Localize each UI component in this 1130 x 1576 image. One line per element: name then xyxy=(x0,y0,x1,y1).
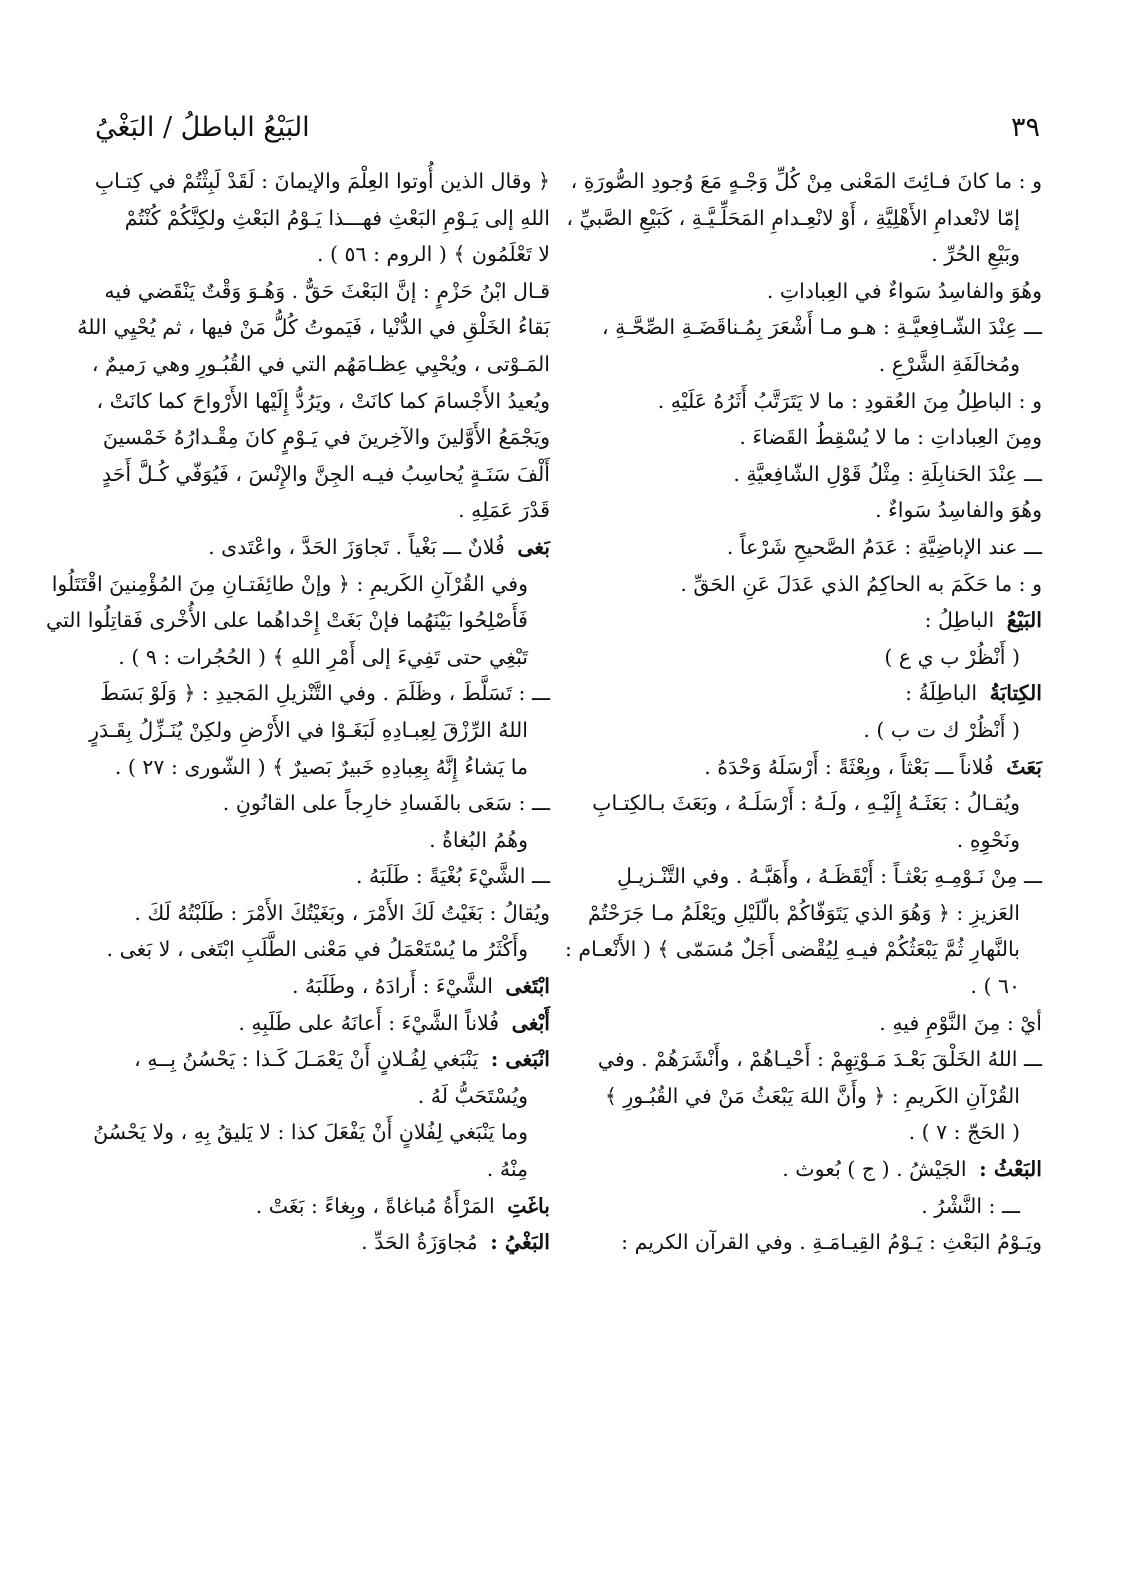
line-text: ـــ عند الإباضِيَّةِ : عَدَمُ الصَّحيحِ شَرْعاً . xyxy=(726,534,1042,559)
text-line xyxy=(45,602,550,639)
headword: الكِتابَةُ xyxy=(989,681,1042,706)
text-line xyxy=(592,492,1042,529)
line-text: القُرْآنِ الكَريمِ : ﴿ وأَنَّ اللهَ يَبْعَثُ مَنْ في القُبُـورِ ﴾ xyxy=(604,1083,1020,1108)
line-text: ما يَشاءُ إِنَّهُ بِعِبادِهِ خَبيرٌ بَصيرٌ ﴾ ( الشّورى : ٢٧ ) . xyxy=(114,754,528,779)
line-text: مُجاوَزَةُ الحَدِّ . xyxy=(361,1230,478,1255)
text-line xyxy=(95,785,550,822)
text-line xyxy=(95,675,550,712)
entry-headword-line xyxy=(95,968,550,1005)
text-line xyxy=(592,529,1042,566)
line-text: و : الباطِلُ مِنَ العُقودِ : ما لا يَتَرَتَّبُ أَثَرُهُ عَلَيْهِ . xyxy=(657,388,1042,413)
text-line xyxy=(592,785,1042,822)
line-text: قَدْرَ عَمَلِهِ . xyxy=(458,498,550,523)
line-text: ويُعيدُ الأَجْسامَ كما كانَتْ ، ويَرُدُّ إِلَيْها الأَرْواحَ كما كانَتْ ، xyxy=(96,388,550,413)
headword: باغَتِ xyxy=(507,1193,550,1218)
text-line xyxy=(592,1114,1042,1151)
line-text: ومِنَ العِباداتِ : ما لا يُسْقِطُ القَضاءَ . xyxy=(739,425,1042,450)
line-text: وهُوَ والفاسِدُ سَواءٌ . xyxy=(875,498,1042,523)
entry-headword-line xyxy=(95,1188,550,1225)
line-text: إمّا لانْعدامِ الأَهْلِيَّةِ ، أَوْ لانْعِـدامِ المَحَلِّـيَّـةِ ، كَبَيْعِ الصَّبيِّ ، xyxy=(566,205,1020,230)
line-text: ونَحْوِهِ . xyxy=(956,827,1020,852)
page-header xyxy=(95,112,1040,162)
headword: بَغى xyxy=(517,534,550,559)
text-line xyxy=(592,1041,1042,1078)
line-text: ويُقالُ : بَغَيْتُ لَكَ الأَمْرَ ، وبَغَيْتُكَ الأَمْرَ : طَلَبْتُهُ لَكَ . xyxy=(134,900,550,925)
text-line xyxy=(566,200,1042,237)
headword: انْبَغى : xyxy=(490,1047,550,1072)
entry-headword-line xyxy=(592,1151,1042,1188)
entry-headword-line xyxy=(95,1224,550,1261)
page-number: ٣٩ xyxy=(1010,112,1040,143)
text-line xyxy=(592,968,1042,1005)
text-line xyxy=(95,1151,550,1188)
text-line xyxy=(570,163,1042,200)
line-text: مِنْهُ . xyxy=(486,1157,528,1182)
line-text: وما يَنْبَغي لِفُلانٍ أَنْ يَفْعَلَ كذا : لا يَليقُ بِهِ ، ولا يَحْسُنُ xyxy=(93,1120,528,1145)
line-text: ( أَنْظُرْ ب ي ع ) xyxy=(884,644,1020,669)
text-line xyxy=(592,858,1042,895)
line-text: قـال ابْنُ حَزْمٍ : إنَّ البَعْثَ حَقٌّ . وَهُـوَ وَقْتٌ يَنْقَضي فيه xyxy=(104,278,550,303)
line-text: ﴿ وقال الذين أُوتوا العِلْمَ والإيمانَ : لَقَدْ لَبِثْتُمْ في كِتـابِ xyxy=(94,169,550,193)
text-line xyxy=(91,346,550,383)
entry-headword-line xyxy=(95,1005,550,1042)
line-text: ـــ : سَعَى بالفَسادِ خارِجاً على القانُونِ . xyxy=(222,791,550,816)
line-text: فَأَصْلِحُوا بَيْنَهُما فإنْ بَغَتْ إِحْداهُما على الأُخْرى فَقاتِلُوا التي xyxy=(45,608,528,633)
text-line xyxy=(95,163,550,200)
text-line xyxy=(592,822,1042,859)
line-text: و : ما كانَ فـائِتَ المَعْنى مِنْ كُلِّ وَجْـهٍ مَعَ وُجودِ الصُّورَةِ ، xyxy=(570,169,1042,193)
text-line xyxy=(95,822,550,859)
line-text: وبَيْعِ الحُرِّ . xyxy=(931,242,1020,267)
text-line xyxy=(95,895,550,932)
line-text: ومُخالَفَةِ الشَّرْعِ . xyxy=(878,351,1020,376)
line-text: فُلاناً ـــ بَعْثاً ، وبِعْثَةً : أَرْسَلَهُ وَحْدَهُ . xyxy=(704,754,994,779)
line-text: ـــ : تَسَلَّطَ ، وظَلَمَ . وفي التَّنْزيلِ المَجيدِ : ﴿ وَلَوْ بَسَطَ xyxy=(100,681,550,706)
line-text: لا تَعْلَمُون ﴾ ( الروم : ٥٦ ) . xyxy=(316,242,550,267)
headword: أَبْغى xyxy=(511,1010,550,1035)
line-text: ويُسْتَحَبُّ لَهُ . xyxy=(417,1083,528,1108)
text-line xyxy=(95,492,550,529)
text-line xyxy=(592,639,1042,676)
text-line xyxy=(95,639,550,676)
entry-headword-line xyxy=(592,749,1042,786)
line-text: ـــ اللهُ الخَلْقَ بَعْـدَ مَـوْتِهِمْ : أَحْيـاهُمْ ، وأَنْشَرَهُمْ . وفي xyxy=(597,1047,1042,1072)
entry-headword-line xyxy=(592,602,1042,639)
line-text: وهُوَ والفاسِدُ سَواءٌ في العِباداتِ . xyxy=(766,278,1042,303)
text-line xyxy=(95,858,550,895)
text-line xyxy=(564,931,1042,968)
line-text: ( الحَجّ : ٧ ) . xyxy=(908,1120,1020,1145)
line-text: الشَّيْءَ : أَرادَهُ ، وطَلَبَهُ . xyxy=(291,974,493,999)
headword: بَعَثَ xyxy=(1006,754,1042,779)
headword: البَغْيُ : xyxy=(490,1230,550,1255)
text-line xyxy=(95,383,550,420)
text-line xyxy=(95,273,550,310)
line-text: بالنَّهارِ ثُمَّ يَبْعَثُكُمْ فيـهِ لِيُقْضى أَجَلٌ مُسَمّى ﴾ ( الأَنْعـام : xyxy=(564,937,1020,962)
line-text: المَـوْتى ، ويُحْيِي عِظـامَهُم التي في القُبُـورِ وهي رَميمٌ ، xyxy=(91,351,550,376)
line-text: المَرْأَةُ مُباغاةً ، وبِغاءً : بَغَتْ . xyxy=(255,1193,495,1218)
line-text: فُلانٌ ـــ بَغْياً . تَجاوَزَ الحَدَّ ، واعْتَدى . xyxy=(208,534,505,559)
text-line xyxy=(51,566,550,603)
running-head: البَيْعُ الباطلُ / البَغْيُ xyxy=(95,112,310,143)
line-text: اللهِ إلى يَـوْمِ البَعْثِ فهـــذا يَـوْمُ البَعْثِ ولكِنَّكُمْ كُنْتُمْ xyxy=(124,205,550,230)
line-text: تَبْغِي حتى تَفِيءَ إلى أَمْرِ اللهِ ﴾ ( الحُجُرات : ٩ ) . xyxy=(118,644,528,669)
text-line xyxy=(592,1188,1042,1225)
line-text: ( أَنْظُرْ ك ت ب ) . xyxy=(863,717,1020,742)
headword: ابْتَغى xyxy=(505,974,550,999)
line-text: أيْ : مِنَ النَّوْمِ فيهِ . xyxy=(879,1010,1042,1035)
line-text: الباطِلُ : xyxy=(924,608,995,633)
text-line xyxy=(592,309,1042,346)
line-text: ويُقـالُ : بَعَثَـهُ إِلَيْـهِ ، ولَـهُ : أَرْسَلَـهُ ، وبَعَثَ بـالكِتـابِ xyxy=(592,791,1020,816)
line-text: ويَجْمَعُ الأَوَّلينَ والآخِرينَ في يَـوْمٍ كانَ مِقْـدارُهُ خَمْسينَ xyxy=(102,425,550,450)
line-text: ـــ مِنْ نَـوْمِـهِ بَعْثـاً : أَيْقَظَـهُ ، وأَهَبَّـهُ . وفي التَّنْـزيـلِ xyxy=(617,864,1042,889)
line-text: ـــ : النَّشْرُ . xyxy=(921,1193,1020,1218)
line-text: بَقاءُ الخَلْقِ في الدُّنْيا ، فَيَموتُ كُلُّ مَنْ فيها ، ثم يُحْيِي اللهُ xyxy=(77,315,550,340)
text-line xyxy=(592,712,1042,749)
text-line xyxy=(592,346,1042,383)
headword: البَعْثُ : xyxy=(979,1157,1042,1182)
text-line xyxy=(592,236,1042,273)
entry-headword-line xyxy=(95,529,550,566)
line-text: ٦٠ ) . xyxy=(970,974,1020,999)
line-text: ـــ عِنْدَ الحَنابِلَةِ : مِثْلُ قَوْلِ الشّافِعيَّةِ . xyxy=(733,461,1042,486)
text-line xyxy=(95,749,550,786)
line-text: و : ما حَكَمَ به الحاكِمُ الذي عَدَلَ عَنِ الحَقِّ . xyxy=(680,571,1042,596)
text-line xyxy=(95,1078,550,1115)
entry-headword-line xyxy=(592,675,1042,712)
text-line xyxy=(592,383,1042,420)
headword: البَيْعُ xyxy=(1006,608,1042,633)
entry-headword-line xyxy=(95,1041,550,1078)
text-line xyxy=(95,200,550,237)
text-line xyxy=(592,1224,1042,1261)
text-line xyxy=(587,895,1042,932)
text-line xyxy=(95,1114,550,1151)
line-text: اللهُ الرِّزْقَ لِعِبـادِهِ لَبَغَـوْا في الأَرْضِ ولكِنْ يُنَـزِّلُ بِقَـدَرٍ xyxy=(89,717,528,742)
text-line xyxy=(95,419,550,456)
line-text: ـــ الشَّيْءَ بُغْيَةً : طَلَبَهُ . xyxy=(355,864,550,889)
line-text: يَنْبَغي لِفُـلانٍ أَنْ يَعْمَـلَ كَـذا : يَحْسُنُ بِــهِ ، xyxy=(134,1047,479,1072)
line-text: فُلاناً الشَّيْءَ : أَعانَهُ على طَلَبِهِ . xyxy=(238,1010,500,1035)
line-text: العَزيزِ : ﴿ وَهُوَ الذي يَتَوَفّاكُمْ بالّلَيْلِ ويَعْلَمُ مـا جَرَحْتُمْ xyxy=(587,900,1020,925)
line-text: ـــ عِنْدَ الشّـافِعيَّـةِ : هـو مـا أَشْعَرَ بِمُـناقَضَـةِ الصِّحَّـةِ ، xyxy=(602,315,1042,340)
text-line xyxy=(592,273,1042,310)
text-line xyxy=(95,456,550,493)
line-text: الباطِلَةُ : xyxy=(905,681,978,706)
text-line xyxy=(77,309,550,346)
right-column xyxy=(564,163,1042,1261)
text-line xyxy=(592,456,1042,493)
line-text: وهُمُ البُغاةُ . xyxy=(429,827,528,852)
line-text: وأَكْثَرُ ما يُسْتَعْمَلُ في مَعْنى الطَّلَبِ ابْتَغى ، لا بَغى . xyxy=(106,937,528,962)
line-text: الجَيْشُ . ( ج ) بُعوث . xyxy=(782,1157,967,1182)
left-column xyxy=(45,163,550,1261)
line-text: أَلْفَ سَنَـةٍ يُحاسِبُ فيـه الجِنَّ والإِنْسَ ، فَيُوَفّي كُـلَّ أَحَدٍ xyxy=(101,461,550,486)
text-line xyxy=(592,566,1042,603)
text-line xyxy=(89,712,550,749)
line-text: وفي القُرْآنِ الكَريمِ : ﴿ وإنْ طائِفَتـانِ مِنَ المُؤْمِنينَ اقْتَتَلُوا xyxy=(51,571,528,596)
text-line xyxy=(95,931,550,968)
line-text: ويَـوْمُ البَعْثِ : يَـوْمُ القِيـامَـةِ . وفي القرآن الكريم : xyxy=(621,1230,1042,1255)
text-line xyxy=(95,236,550,273)
text-line xyxy=(592,1005,1042,1042)
text-line xyxy=(592,419,1042,456)
text-line xyxy=(592,1078,1042,1115)
